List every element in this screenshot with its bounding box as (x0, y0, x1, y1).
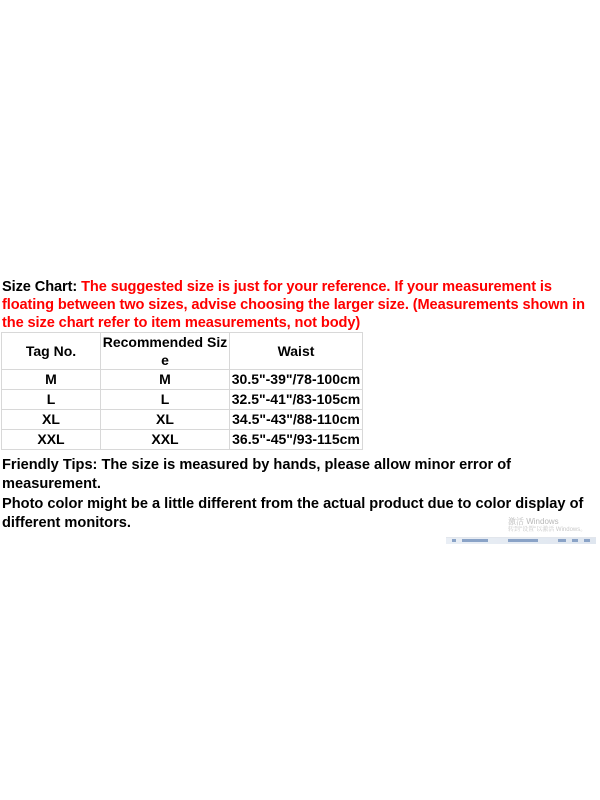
cell-recommended: XXL (101, 430, 230, 450)
table-row (2, 430, 363, 450)
header-recommended-size: Recommended Siz e (101, 333, 230, 370)
table-row (2, 390, 363, 410)
header-tag-no: Tag No. (2, 333, 101, 370)
watermark-title: 激活 Windows (508, 517, 559, 526)
cell-tag: XXL (2, 430, 101, 450)
table-row (2, 370, 363, 390)
windows-activation-watermark (508, 517, 586, 535)
friendly-tip: Friendly Tips: The size is measured by hands, please allow minor error of measurement. (2, 457, 512, 492)
cell-tag: L (2, 390, 101, 410)
taskbar-strip (446, 537, 596, 544)
cell-recommended: M (101, 370, 230, 390)
size-chart-intro (2, 278, 600, 332)
cell-recommended: XL (101, 410, 230, 430)
watermark-subtitle: 转到"设置"以激活 Windows。 (508, 527, 587, 533)
table-header-row (2, 333, 363, 370)
size-chart-note: The suggested size is just for your reference. If your measurement is floating between two sizes, advise choosing the larger size. (Measurements shown in the size chart refer to item measurements, not body) (2, 279, 585, 331)
cell-waist: 32.5"-41"/83-105cm (230, 390, 363, 410)
cell-waist: 30.5"-39"/78-100cm (230, 370, 363, 390)
size-table (1, 332, 363, 450)
cell-tag: M (2, 370, 101, 390)
table-row (2, 410, 363, 430)
cell-tag: XL (2, 410, 101, 430)
size-chart-label: Size Chart: (2, 279, 78, 295)
cell-waist: 36.5"-45"/93-115cm (230, 430, 363, 450)
cell-waist: 34.5"-43"/88-110cm (230, 410, 363, 430)
header-waist: Waist (230, 333, 363, 370)
cell-recommended: L (101, 390, 230, 410)
photo-color-tip: Photo color might be a little different from the actual product due to color display of different monitors. (2, 496, 584, 531)
